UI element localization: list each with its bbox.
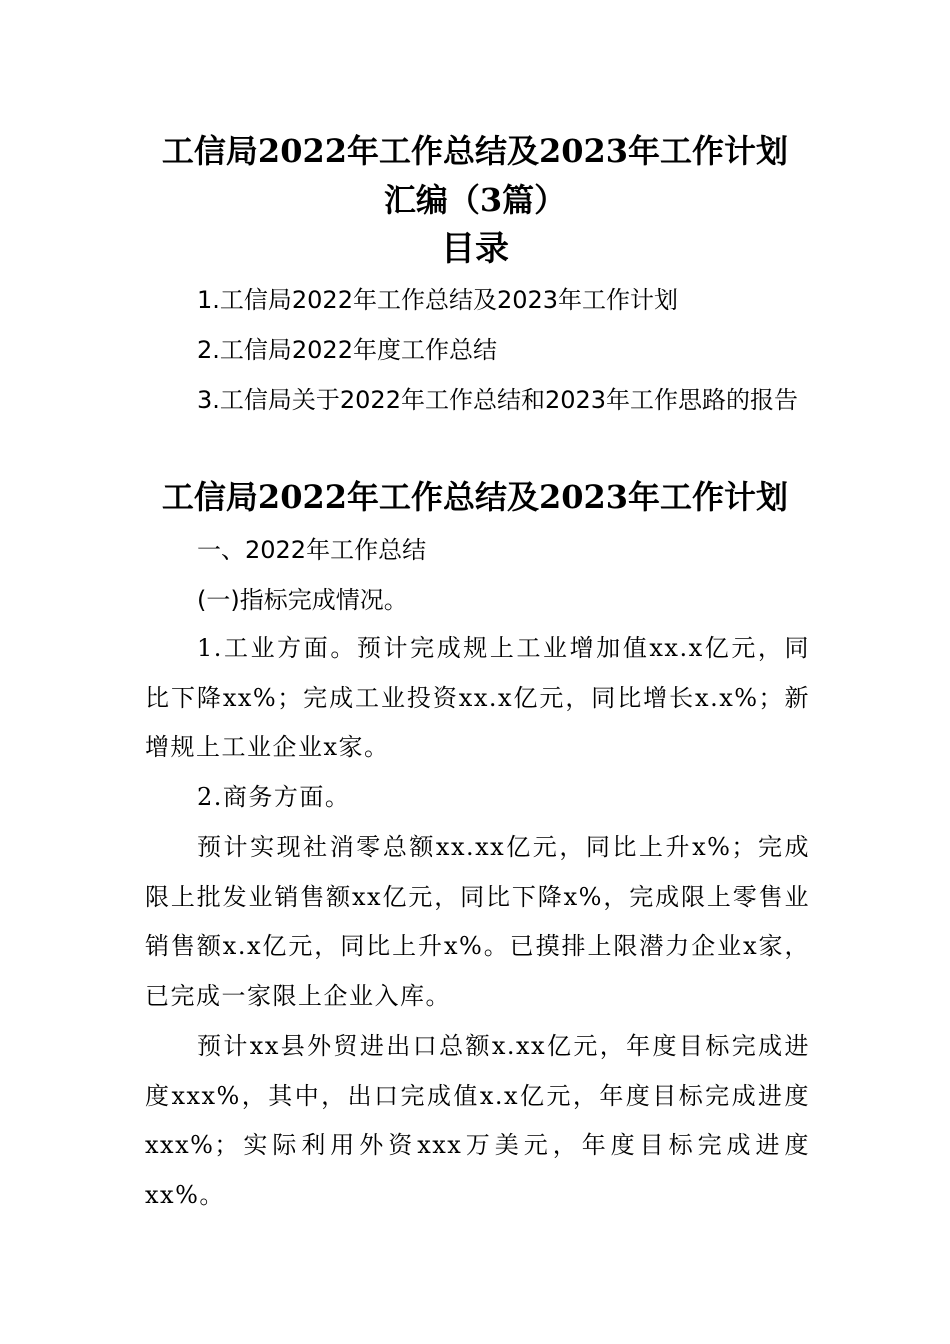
main-title-line-1: 工信局2022年工作总结及2023年工作计划 (161, 132, 789, 170)
toc-item-2[interactable]: 2.工信局2022年度工作总结 (197, 336, 497, 364)
paragraph-commerce-heading: 2.商务方面。 (197, 783, 351, 811)
paragraph-industry: 1.工业方面。预计完成规上工业增加值xx.x亿元，同比下降xx%；完成工业投资xx.x亿元，同比增长x.x%；新增规上工业企业x家。 (145, 634, 810, 761)
subsection-heading-1: (一)指标完成情况。 (197, 586, 408, 614)
toc-heading: 目录 (441, 229, 509, 269)
toc-item-1[interactable]: 1.工信局2022年工作总结及2023年工作计划 (197, 286, 679, 314)
paragraph-retail: 预计实现社消零总额xx.xx亿元，同比上升x%；完成限上批发业销售额xx亿元，同比下降x%，完成限上零售业销售额x.x亿元，同比上升x%。已摸排上限潜力企业x家，已完成一家限上企业入库。 (145, 833, 810, 1010)
section-heading-1: 一、2022年工作总结 (197, 536, 427, 564)
article-title: 工信局2022年工作总结及2023年工作计划 (161, 478, 789, 516)
paragraph-trade: 预计xx县外贸进出口总额x.xx亿元，年度目标完成进度xxx%，其中，出口完成值x.x亿元，年度目标完成进度xxx%；实际利用外资xxx万美元，年度目标完成进度xx%。 (145, 1032, 810, 1209)
toc-item-3[interactable]: 3.工信局关于2022年工作总结和2023年工作思路的报告 (197, 386, 799, 414)
main-title-line-2: 汇编（3篇） (383, 181, 567, 219)
